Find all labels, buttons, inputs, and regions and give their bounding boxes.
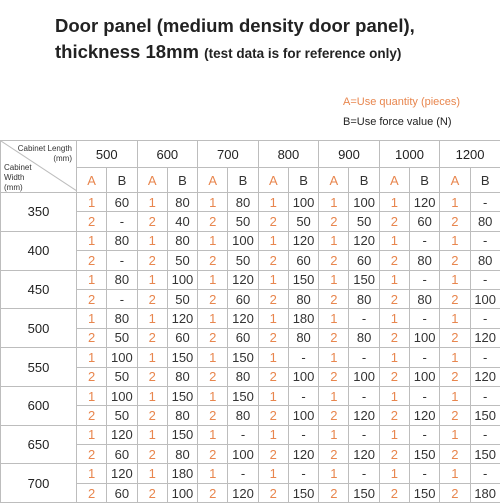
quantity-cell: 2 <box>77 367 107 386</box>
force-cell: 150 <box>167 348 197 367</box>
force-cell: - <box>349 425 379 444</box>
length-header-600: 600 <box>137 141 198 168</box>
quantity-cell: 2 <box>137 445 167 464</box>
quantity-cell: 1 <box>137 309 167 328</box>
force-cell: 100 <box>288 406 318 425</box>
force-cell: 120 <box>288 231 318 250</box>
corner-length-label: Cabinet Length (mm) <box>18 144 72 164</box>
quantity-cell: 1 <box>77 309 107 328</box>
force-cell: 100 <box>288 193 318 212</box>
table-corner-cell <box>1 141 77 193</box>
force-cell: 120 <box>349 445 379 464</box>
subheader-a-800: A <box>258 168 288 193</box>
quantity-cell: 2 <box>77 406 107 425</box>
force-cell: 80 <box>349 289 379 308</box>
quantity-cell: 1 <box>258 270 288 289</box>
force-cell: 80 <box>228 367 258 386</box>
quantity-cell: 1 <box>198 425 228 444</box>
quantity-cell: 1 <box>77 270 107 289</box>
force-cell: 120 <box>167 309 197 328</box>
quantity-cell: 2 <box>440 406 470 425</box>
quantity-cell: 2 <box>258 483 288 502</box>
force-cell: - <box>470 231 500 250</box>
force-cell: 100 <box>410 367 440 386</box>
force-cell: - <box>349 386 379 405</box>
force-cell: - <box>410 309 440 328</box>
force-cell: - <box>288 386 318 405</box>
title-line-2 <box>55 39 495 67</box>
quantity-cell: 1 <box>258 231 288 250</box>
quantity-cell: 2 <box>379 328 409 347</box>
force-cell: 120 <box>410 406 440 425</box>
quantity-cell: 1 <box>198 270 228 289</box>
force-cell: 50 <box>167 251 197 270</box>
quantity-cell: 1 <box>319 231 349 250</box>
table-row <box>1 464 500 483</box>
force-cell: 80 <box>228 406 258 425</box>
force-cell: 100 <box>167 270 197 289</box>
force-cell: 180 <box>470 483 500 502</box>
force-cell: - <box>107 212 137 231</box>
title-line-1: Door panel (medium density door panel), <box>55 13 495 39</box>
quantity-cell: 1 <box>198 231 228 250</box>
quantity-cell: 1 <box>379 464 409 483</box>
quantity-cell: 1 <box>77 193 107 212</box>
title-thickness: thickness 18mm <box>55 41 199 62</box>
quantity-cell: 1 <box>319 464 349 483</box>
quantity-cell: 1 <box>258 425 288 444</box>
force-cell: - <box>349 464 379 483</box>
quantity-cell: 2 <box>77 445 107 464</box>
quantity-cell: 1 <box>440 193 470 212</box>
quantity-cell: 2 <box>77 289 107 308</box>
force-cell: - <box>288 425 318 444</box>
quantity-cell: 1 <box>440 425 470 444</box>
quantity-cell: 2 <box>319 251 349 270</box>
force-cell: 150 <box>228 386 258 405</box>
quantity-cell: 1 <box>319 309 349 328</box>
force-cell: - <box>410 425 440 444</box>
quantity-cell: 1 <box>198 464 228 483</box>
force-cell: 60 <box>349 251 379 270</box>
force-cell: 100 <box>228 231 258 250</box>
subheader-b-500: B <box>107 168 137 193</box>
quantity-cell: 1 <box>319 348 349 367</box>
force-cell: 60 <box>228 289 258 308</box>
quantity-cell: 1 <box>198 386 228 405</box>
force-cell: 180 <box>288 309 318 328</box>
quantity-cell: 2 <box>137 328 167 347</box>
quantity-cell: 1 <box>198 309 228 328</box>
quantity-cell: 2 <box>77 251 107 270</box>
force-cell: 150 <box>410 483 440 502</box>
force-cell: 120 <box>410 193 440 212</box>
force-cell: 120 <box>470 328 500 347</box>
force-cell: - <box>107 251 137 270</box>
force-cell: 150 <box>288 483 318 502</box>
force-cell: 80 <box>349 328 379 347</box>
quantity-cell: 2 <box>379 406 409 425</box>
subheader-b-1200: B <box>470 168 500 193</box>
force-cell: 80 <box>167 193 197 212</box>
quantity-cell: 2 <box>319 483 349 502</box>
quantity-cell: 2 <box>198 251 228 270</box>
force-cell: 50 <box>288 212 318 231</box>
quantity-cell: 2 <box>379 445 409 464</box>
quantity-cell: 1 <box>379 348 409 367</box>
quantity-cell: 2 <box>379 367 409 386</box>
quantity-cell: 2 <box>77 328 107 347</box>
quantity-cell: 2 <box>77 483 107 502</box>
quantity-cell: 2 <box>319 289 349 308</box>
quantity-cell: 1 <box>77 231 107 250</box>
force-cell: - <box>470 193 500 212</box>
force-cell: 80 <box>410 289 440 308</box>
quantity-cell: 1 <box>319 270 349 289</box>
quantity-cell: 1 <box>319 386 349 405</box>
quantity-cell: 2 <box>77 212 107 231</box>
force-cell: - <box>288 464 318 483</box>
force-cell: 80 <box>107 309 137 328</box>
force-cell: 100 <box>349 367 379 386</box>
width-header-350: 350 <box>1 193 77 232</box>
quantity-cell: 2 <box>258 406 288 425</box>
width-header-600: 600 <box>1 386 77 425</box>
quantity-cell: 1 <box>258 193 288 212</box>
quantity-cell: 1 <box>137 193 167 212</box>
subheader-a-1000: A <box>379 168 409 193</box>
quantity-cell: 2 <box>258 367 288 386</box>
quantity-cell: 1 <box>137 270 167 289</box>
quantity-cell: 2 <box>440 328 470 347</box>
quantity-cell: 1 <box>440 231 470 250</box>
quantity-cell: 2 <box>258 328 288 347</box>
quantity-cell: 1 <box>440 348 470 367</box>
force-cell: - <box>410 231 440 250</box>
quantity-cell: 2 <box>440 212 470 231</box>
quantity-cell: 2 <box>198 406 228 425</box>
subheader-b-900: B <box>349 168 379 193</box>
table-row <box>1 386 500 405</box>
force-cell: - <box>228 425 258 444</box>
force-cell: 50 <box>107 367 137 386</box>
quantity-cell: 1 <box>258 464 288 483</box>
force-cell: 80 <box>228 193 258 212</box>
quantity-cell: 2 <box>440 445 470 464</box>
force-cell: 60 <box>107 483 137 502</box>
length-header-row <box>1 141 500 168</box>
force-cell: - <box>470 309 500 328</box>
subheader-b-700: B <box>228 168 258 193</box>
force-cell: 120 <box>470 367 500 386</box>
force-cell: 100 <box>107 348 137 367</box>
force-cell: 180 <box>167 464 197 483</box>
subheader-a-700: A <box>198 168 228 193</box>
force-cell: 80 <box>167 406 197 425</box>
quantity-cell: 2 <box>198 445 228 464</box>
force-cell: - <box>410 348 440 367</box>
quantity-cell: 1 <box>379 386 409 405</box>
subheader-a-500: A <box>77 168 107 193</box>
force-cell: 120 <box>228 309 258 328</box>
subheader-b-800: B <box>288 168 318 193</box>
force-cell: 80 <box>107 270 137 289</box>
quantity-cell: 2 <box>198 289 228 308</box>
table-row <box>1 270 500 289</box>
quantity-cell: 1 <box>137 464 167 483</box>
quantity-cell: 2 <box>440 289 470 308</box>
force-cell: 80 <box>470 212 500 231</box>
quantity-cell: 1 <box>77 348 107 367</box>
force-cell: 50 <box>167 289 197 308</box>
length-header-500: 500 <box>77 141 138 168</box>
quantity-cell: 2 <box>319 367 349 386</box>
force-cell: 120 <box>349 231 379 250</box>
quantity-cell: 1 <box>258 309 288 328</box>
force-cell: 150 <box>228 348 258 367</box>
quantity-cell: 2 <box>440 483 470 502</box>
quantity-cell: 2 <box>258 212 288 231</box>
force-cell: 40 <box>167 212 197 231</box>
width-header-550: 550 <box>1 348 77 387</box>
force-cell: - <box>410 464 440 483</box>
corner-width-label: Cabinet Width (mm) <box>4 163 32 193</box>
force-cell: - <box>349 309 379 328</box>
force-cell: 120 <box>228 270 258 289</box>
force-cell: - <box>470 348 500 367</box>
quantity-cell: 1 <box>77 386 107 405</box>
force-cell: 100 <box>107 386 137 405</box>
quantity-cell: 1 <box>440 386 470 405</box>
force-cell: 100 <box>470 289 500 308</box>
force-cell: 80 <box>288 289 318 308</box>
force-cell: 50 <box>107 328 137 347</box>
force-cell: 60 <box>288 251 318 270</box>
force-cell: 100 <box>349 193 379 212</box>
force-cell: 120 <box>288 445 318 464</box>
force-cell: 80 <box>167 231 197 250</box>
force-cell: - <box>349 348 379 367</box>
force-cell: 150 <box>410 445 440 464</box>
force-cell: 100 <box>228 445 258 464</box>
quantity-cell: 2 <box>198 367 228 386</box>
quantity-cell: 1 <box>379 309 409 328</box>
quantity-cell: 2 <box>258 289 288 308</box>
quantity-cell: 2 <box>137 406 167 425</box>
quantity-cell: 2 <box>379 251 409 270</box>
table-row <box>1 309 500 328</box>
document-title <box>55 13 495 67</box>
force-cell: 150 <box>167 425 197 444</box>
subheader-a-600: A <box>137 168 167 193</box>
quantity-cell: 2 <box>137 367 167 386</box>
quantity-cell: 2 <box>319 406 349 425</box>
quantity-cell: 2 <box>137 483 167 502</box>
quantity-cell: 1 <box>440 309 470 328</box>
force-cell: 60 <box>410 212 440 231</box>
force-cell: - <box>470 464 500 483</box>
table-row <box>1 348 500 367</box>
quantity-cell: 2 <box>379 483 409 502</box>
force-cell: 100 <box>167 483 197 502</box>
force-cell: 120 <box>107 464 137 483</box>
quantity-cell: 2 <box>258 445 288 464</box>
subheader-b-1000: B <box>410 168 440 193</box>
force-cell: - <box>470 386 500 405</box>
quantity-cell: 1 <box>440 270 470 289</box>
width-header-500: 500 <box>1 309 77 348</box>
quantity-cell: 1 <box>137 425 167 444</box>
spec-table-body <box>1 141 500 503</box>
quantity-cell: 1 <box>137 386 167 405</box>
length-header-1000: 1000 <box>379 141 440 168</box>
force-cell: 50 <box>228 251 258 270</box>
force-cell: 80 <box>167 367 197 386</box>
force-cell: 150 <box>288 270 318 289</box>
length-header-700: 700 <box>198 141 259 168</box>
table-row <box>1 425 500 444</box>
force-cell: 50 <box>107 406 137 425</box>
quantity-cell: 2 <box>440 367 470 386</box>
force-cell: 80 <box>410 251 440 270</box>
quantity-cell: 1 <box>77 464 107 483</box>
subheader-b-600: B <box>167 168 197 193</box>
quantity-cell: 2 <box>137 251 167 270</box>
quantity-cell: 2 <box>319 328 349 347</box>
quantity-cell: 2 <box>258 251 288 270</box>
force-cell: 120 <box>349 406 379 425</box>
quantity-cell: 2 <box>319 212 349 231</box>
force-cell: 150 <box>167 386 197 405</box>
title-note: (test data is for reference only) <box>204 46 401 61</box>
width-header-450: 450 <box>1 270 77 309</box>
subheader-a-1200: A <box>440 168 470 193</box>
force-cell: 120 <box>107 425 137 444</box>
spec-table <box>0 140 500 503</box>
force-cell: 150 <box>349 270 379 289</box>
force-cell: - <box>410 386 440 405</box>
force-cell: 60 <box>107 445 137 464</box>
quantity-cell: 1 <box>198 193 228 212</box>
force-cell: 150 <box>470 406 500 425</box>
force-cell: 100 <box>288 367 318 386</box>
quantity-cell: 2 <box>137 212 167 231</box>
force-cell: - <box>288 348 318 367</box>
width-header-650: 650 <box>1 425 77 464</box>
quantity-cell: 2 <box>440 251 470 270</box>
force-cell: - <box>410 270 440 289</box>
quantity-cell: 1 <box>77 425 107 444</box>
quantity-cell: 2 <box>198 212 228 231</box>
quantity-cell: 1 <box>379 425 409 444</box>
quantity-cell: 2 <box>379 289 409 308</box>
force-cell: 150 <box>349 483 379 502</box>
quantity-cell: 1 <box>258 348 288 367</box>
force-cell: 60 <box>107 193 137 212</box>
force-cell: 120 <box>228 483 258 502</box>
force-cell: - <box>470 270 500 289</box>
quantity-cell: 2 <box>379 212 409 231</box>
width-header-700: 700 <box>1 464 77 503</box>
length-header-900: 900 <box>319 141 380 168</box>
legend-a: A=Use quantity (pieces) <box>343 96 486 108</box>
force-cell: 80 <box>470 251 500 270</box>
quantity-cell: 2 <box>137 289 167 308</box>
quantity-cell: 2 <box>198 328 228 347</box>
force-cell: 60 <box>167 328 197 347</box>
force-cell: - <box>228 464 258 483</box>
table-row <box>1 193 500 212</box>
table-row <box>1 231 500 250</box>
force-cell: 50 <box>349 212 379 231</box>
force-cell: 50 <box>228 212 258 231</box>
quantity-cell: 1 <box>137 348 167 367</box>
subheader-a-900: A <box>319 168 349 193</box>
quantity-cell: 1 <box>319 193 349 212</box>
force-cell: 60 <box>228 328 258 347</box>
quantity-cell: 1 <box>379 270 409 289</box>
legend-b: B=Use force value (N) <box>343 116 486 128</box>
quantity-cell: 1 <box>379 231 409 250</box>
quantity-cell: 1 <box>137 231 167 250</box>
force-cell: - <box>470 425 500 444</box>
width-header-400: 400 <box>1 231 77 270</box>
force-cell: 80 <box>167 445 197 464</box>
force-cell: 80 <box>288 328 318 347</box>
force-cell: 150 <box>470 445 500 464</box>
force-cell: 80 <box>107 231 137 250</box>
quantity-cell: 2 <box>319 445 349 464</box>
length-header-800: 800 <box>258 141 319 168</box>
length-header-1200: 1200 <box>440 141 500 168</box>
quantity-cell: 1 <box>258 386 288 405</box>
quantity-cell: 1 <box>379 193 409 212</box>
quantity-cell: 1 <box>198 348 228 367</box>
quantity-cell: 1 <box>319 425 349 444</box>
quantity-cell: 1 <box>440 464 470 483</box>
force-cell: 100 <box>410 328 440 347</box>
quantity-cell: 2 <box>198 483 228 502</box>
force-cell: - <box>107 289 137 308</box>
